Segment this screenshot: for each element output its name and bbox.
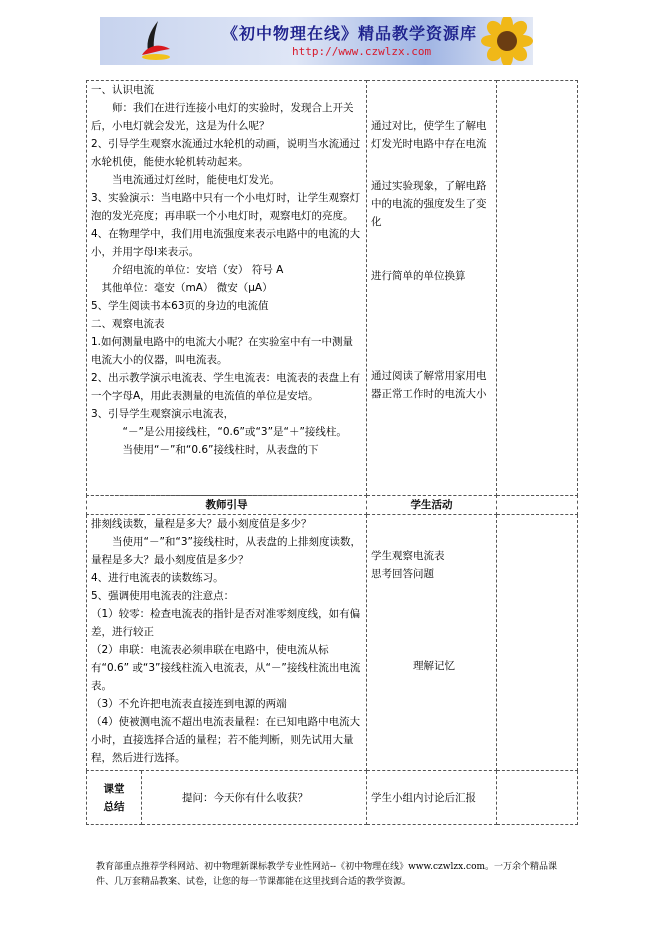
- content-line: 5、学生阅读书本63页的身边的电流值: [91, 300, 269, 312]
- activity-text: 学生观察电流表: [371, 550, 445, 562]
- blank-cell: [497, 515, 578, 771]
- column-header-guide: 教师引导: [87, 496, 367, 515]
- lesson-table-part1: [86, 80, 578, 496]
- summary-label: 课堂总结: [87, 771, 142, 825]
- design-intent-cell: [367, 81, 497, 496]
- content-line: 4、在物理学中，我们用电流强度来表示电路中的电流的大小，并用字母I来表示。: [91, 228, 361, 258]
- teaching-content-cell: [87, 81, 367, 496]
- summary-question: 提问：今天你有什么收获？: [142, 771, 367, 825]
- activity-text: 思考回答问题: [371, 568, 434, 580]
- content-line: （3）不允许把电流表直接连到电源的两端: [91, 698, 287, 710]
- activity-text: 理解记忆: [413, 660, 455, 672]
- content-line: 4、进行电流表的读数练习。: [91, 572, 224, 584]
- logo-icon: [136, 19, 176, 63]
- intent-text: 通过阅读了解常用家用电器正常工作时的电流大小: [371, 370, 487, 400]
- content-line: （1）较零：检查电流表的指针是否对准零刻度线，如有偏差，进行较正: [91, 608, 361, 638]
- blank-cell: [497, 81, 578, 496]
- content-line: 2、出示教学演示电流表、学生电流表：电流表的表盘上有一个字母A，用此表测量的电流值的单位是安培。: [91, 372, 361, 402]
- header-banner: [100, 17, 533, 65]
- intent-text: 通过实验现象，了解电路中的电流的强度发生了变化: [371, 180, 487, 228]
- banner-title: 《初中物理在线》精品教学资源库: [222, 24, 478, 43]
- teaching-content-cell: [87, 515, 367, 771]
- content-line: 1.如何测量电路中的电流大小呢？在实验室中有一中测量电流大小的仪器，叫电流表。: [91, 336, 354, 366]
- blank-cell: [497, 496, 578, 515]
- intent-text: 通过对比，使学生了解电灯发光时电路中存在电流: [371, 120, 487, 150]
- content-line: 介绍电流的单位：安培（安） 符号 A: [112, 264, 284, 276]
- content-line: 排刻线读数，量程是多大？最小刻度值是多少？: [91, 518, 312, 530]
- content-line: 当使用“－”和“3”接线柱时，从表盘的上排刻度读数，量程是多大？最小刻度值是多少？: [91, 536, 361, 566]
- content-line: 当使用“－”和“0.6”接线柱时，从表盘的下: [122, 444, 319, 456]
- content-line: “－”是公用接线柱，“0.6”或“3”是“＋”接线柱。: [122, 426, 347, 438]
- banner-url[interactable]: http://www.czwlzx.com: [292, 45, 432, 58]
- sunflower-icon: [473, 17, 533, 65]
- content-line: 3、引导学生观察演示电流表，: [91, 408, 235, 420]
- content-line: （2）串联：电流表必须串联在电路中，使电流从标有“0.6” 或“3”接线柱流入电流表，从“－”接线柱流出电流表。: [91, 644, 361, 692]
- content-line: 5、强调使用电流表的注意点：: [91, 590, 235, 602]
- student-activity-cell: [367, 515, 497, 771]
- content-line: 3、实验演示：当电路中只有一个小电灯时，让学生观察灯泡的发光亮度；再串联一个小电灯时，观察电灯的亮度。: [91, 192, 361, 222]
- content-line: （4）使被测电流不超出电流表量程：在已知电路中电流大小时，直接选择合适的量程；若不能判断，则先试用大量程，然后进行选择。: [91, 716, 361, 764]
- lesson-table-part2: [86, 495, 578, 825]
- content-line: 师：我们在进行连接小电灯的实验时，发现合上开关后，小电灯就会发光，这是为什么呢？: [91, 102, 354, 132]
- blank-cell: [497, 771, 578, 825]
- column-header-activity: 学生活动: [367, 496, 497, 515]
- content-line: 当电流通过灯丝时，能使电灯发光。: [112, 174, 280, 186]
- intent-text: 进行简单的单位换算: [371, 270, 466, 282]
- summary-activity: 学生小组内讨论后汇报: [367, 771, 497, 825]
- content-line: 其他单位：毫安（mA） 微安（μA）: [101, 282, 273, 294]
- section-heading: 一、认识电流: [91, 84, 154, 96]
- page-footer: 教育部重点推荐学科网站、初中物理新课标教学专业性网站--《初中物理在线》www.czwlzx.com。一万余个精品课件、几万套精品教案、试卷，让您的每一节课都能在这里找到合适的教学资源。: [96, 862, 558, 887]
- content-line: 2、引导学生观察水流通过水轮机的动画，说明当水流通过水轮机使，能使水轮机转动起来。: [91, 138, 361, 168]
- section-heading: 二、观察电流表: [91, 318, 165, 330]
